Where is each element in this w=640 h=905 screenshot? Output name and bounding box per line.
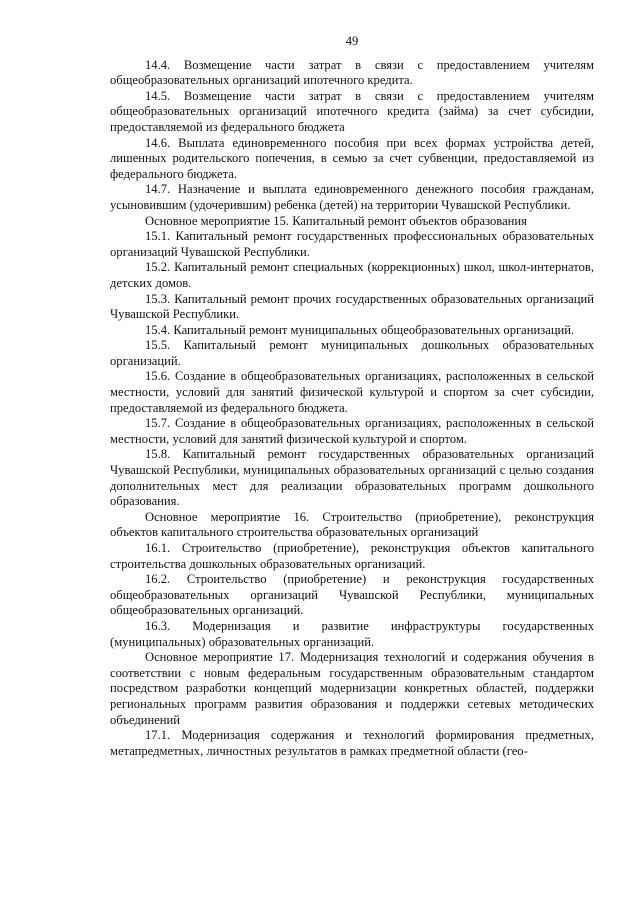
paragraph-17-1: 17.1. Модернизация содержания и технологий формирования предметных, метапредметных, личностных результатов в рамках предметной области (гео-: [110, 728, 594, 758]
paragraph-15-5: 15.5. Капитальный ремонт муниципальных дошкольных образовательных организаций.: [110, 338, 594, 368]
paragraph-15-3: 15.3. Капитальный ремонт прочих государственных образовательных организаций Чувашской Республики.: [110, 291, 594, 322]
paragraph-15-7: 15.7. Создание в общеобразовательных организациях, расположенных в сельской местности, условий для занятий физической культурой и спортом.: [110, 416, 594, 446]
page-number: 49: [345, 34, 359, 48]
document-page: [110, 34, 594, 759]
paragraph-15-2: 15.2. Капитальный ремонт специальных (коррекционных) школ, школ-интернатов, детских домов.: [110, 260, 594, 290]
paragraph-16-1: 16.1. Строительство (приобретение), реконструкция объектов капитального строительства дошкольных образовательных организаций.: [110, 541, 594, 571]
paragraph-16-2: 16.2. Строительство (приобретение) и реконструкция государственных общеобразовательных организаций Чувашской Республики, муниципальных общеобразовательных организаций.: [110, 572, 594, 618]
paragraph-15-4: 15.4. Капитальный ремонт муниципальных общеобразовательных организаций.: [145, 322, 575, 337]
paragraph-16-3: 16.3. Модернизация и развитие инфраструктуры государственных (муниципальных) образовательных организаций.: [110, 618, 594, 649]
main-activity-15-heading: Основное мероприятие 15. Капитальный ремонт объектов образования: [145, 213, 527, 228]
paragraph-15-1: 15.1. Капитальный ремонт государственных профессиональных образовательных организаций Чувашской Республики.: [110, 229, 594, 259]
paragraph-14-4: 14.4. Возмещение части затрат в связи с предоставлением учителям общеобразовательных организаций ипотечного кредита.: [110, 57, 594, 88]
paragraph-14-5: 14.5. Возмещение части затрат в связи с предоставлением учителям общеобразовательных организаций ипотечного кредита (займа) за счет субсидии, предоставляемой из федерального бюджета: [110, 88, 594, 134]
main-activity-16-heading: Основное мероприятие 16. Строительство (приобретение), реконструкция объектов капитального строительства образовательных организаций: [110, 509, 594, 540]
paragraph-15-8: 15.8. Капитальный ремонт государственных образовательных организаций Чувашской Республики, муниципальных образовательных организаций с целью создания дополнительных мест для реализации образовательных программ дошкольного образования.: [110, 447, 594, 509]
paragraph-14-7: 14.7. Назначение и выплата единовременного денежного пособия гражданам, усыновившим (удочерившим) ребенка (детей) на территории Чувашской Республики.: [110, 182, 594, 212]
paragraph-15-6: 15.6. Создание в общеобразовательных организациях, расположенных в сельской местности, условий для занятий физической культурой и спортом за счет субсидии, предоставляемой из федерального бюджета.: [110, 369, 594, 415]
paragraph-14-6: 14.6. Выплата единовременного пособия при всех формах устройства детей, лишенных родительского попечения, в семью за счет субвенции, предоставляемой из федерального бюджета.: [110, 135, 594, 181]
main-activity-17-heading: Основное мероприятие 17. Модернизация технологий и содержания обучения в соответствии с новым федеральным государственным образовательным стандартом посредством разработки концепций модернизации конкретных областей, поддержки региональных программ развития образования и поддержки сетевых методических объединений: [110, 650, 594, 727]
